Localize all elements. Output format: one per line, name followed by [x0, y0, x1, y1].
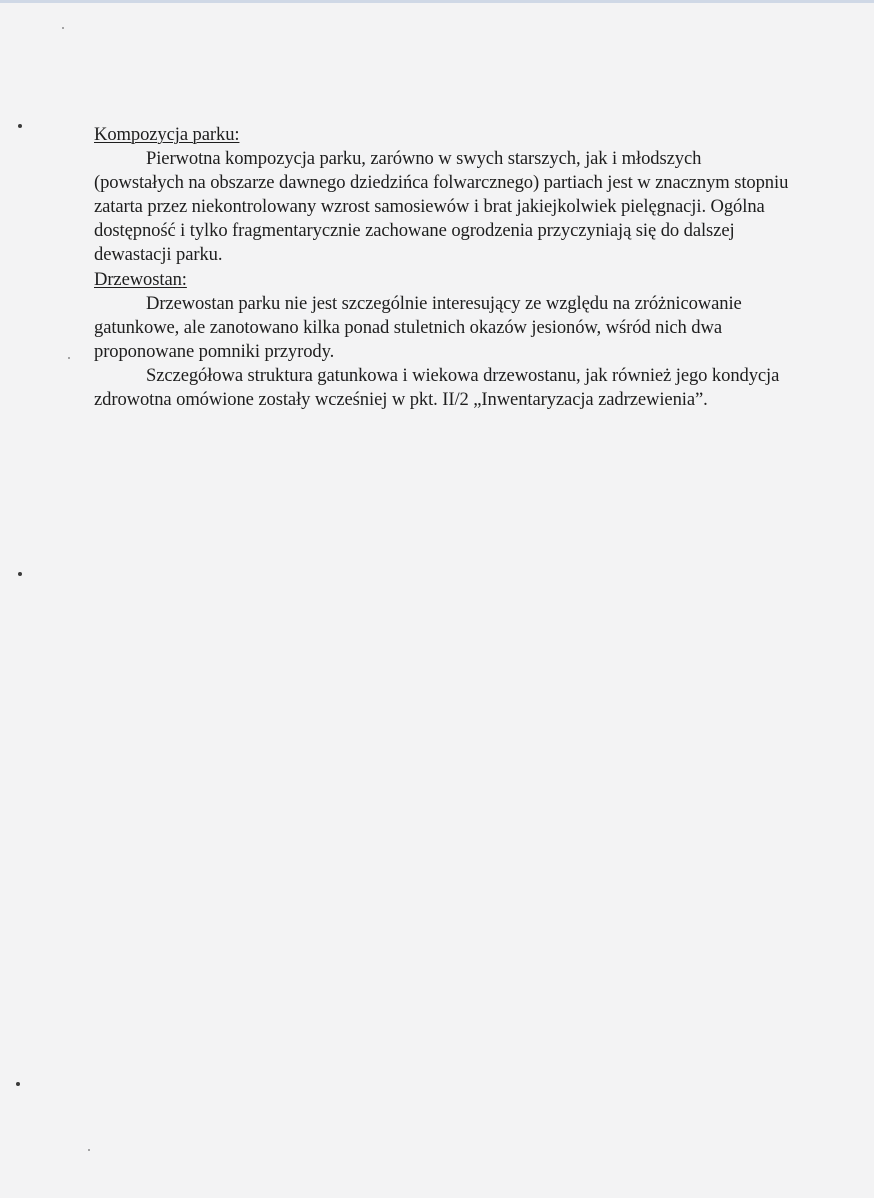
scan-speck: [68, 357, 70, 359]
scan-speck: [88, 1149, 90, 1151]
paragraph-tree-stand: Drzewostan parku nie jest szczególnie interesujący ze względu na zróżnicowanie gatunkowe, ale zanotowano kilka ponad stuletnich okazów jesionów, wśród nich dwa proponowane pomniki przyrody.: [94, 292, 742, 362]
section-heading-composition: Kompozycja parku:: [94, 124, 240, 145]
punch-hole-mark: [16, 1082, 20, 1086]
paragraph-tree-stand-details: Szczegółowa struktura gatunkowa i wiekowa drzewostanu, jak również jego kondycja zdrowotna omówione zostały wcześniej w pkt. II/2 „Inwentaryzacja zadrzewienia”.: [94, 364, 780, 411]
document-body: [94, 123, 794, 412]
section-heading-tree-stand: Drzewostan:: [94, 268, 187, 290]
punch-hole-mark: [18, 124, 22, 128]
punch-hole-mark: [18, 572, 22, 576]
scan-speck: [62, 27, 64, 29]
paragraph-composition: Pierwotna kompozycja parku, zarówno w swych starszych, jak i młodszych (powstałych na obszarze dawnego dziedzińca folwarcznego) partiach jest w znacznym stopniu zatarta przez niekontrolowany wzrost samosiewów i brat jakiejkolwiek pielęgnacji. Ogólna dostępność i tylko fragmentarycznie zachowane ogrodzenia przyczyniają się do dalszej dewastacji parku.: [94, 148, 789, 266]
